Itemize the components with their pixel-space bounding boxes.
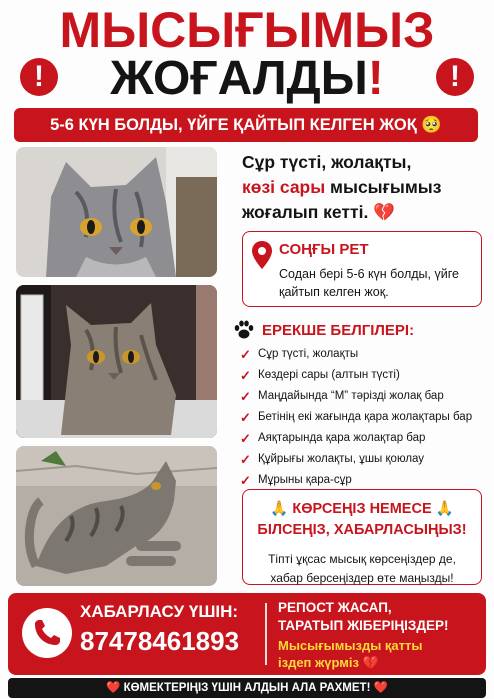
days-missing-banner bbox=[14, 108, 478, 142]
check-icon: ✓ bbox=[240, 410, 251, 425]
heart-icon: ❤️ bbox=[373, 682, 388, 694]
banner-text: 5-6 КҮН БОЛДЫ, ҮЙГЕ ҚАЙТЫП КЕЛГЕН ЖОҚ bbox=[50, 116, 417, 134]
heart-icon: ❤️ bbox=[106, 682, 121, 694]
check-icon: ✓ bbox=[240, 389, 251, 404]
features-list bbox=[238, 344, 488, 491]
footer-divider bbox=[265, 603, 267, 665]
contact-phone-number[interactable]: 87478461893 bbox=[80, 626, 240, 656]
contact-footer bbox=[8, 593, 486, 675]
poster-title-line2 bbox=[0, 54, 494, 104]
feature-text: Аяқтарында қара жолақтар бар bbox=[258, 432, 426, 444]
appeal-card bbox=[242, 489, 482, 585]
appeal-heading bbox=[243, 499, 481, 541]
check-icon: ✓ bbox=[240, 431, 251, 446]
broken-heart-icon: 💔 bbox=[373, 202, 395, 222]
cat-photo-2 bbox=[16, 285, 217, 438]
thanks-text: КӨМЕКТЕРІҢІЗ ҮШІН АЛДЫН АЛА РАХМЕТ! bbox=[123, 682, 371, 694]
thanks-bar bbox=[8, 678, 486, 698]
feature-text: Бетінің екі жағында қара жолақтары бар bbox=[258, 411, 473, 423]
check-icon: ✓ bbox=[240, 368, 251, 383]
title-exclamation: ! bbox=[367, 52, 384, 105]
contact-label: ХАБАРЛАСУ ҮШІН: bbox=[80, 602, 239, 621]
feature-item bbox=[238, 428, 488, 449]
repost-line1: РЕПОСТ ЖАСАП, bbox=[278, 600, 392, 615]
last-seen-text: Содан бері 5-6 күн болды, үйге қайтып келген жоқ. bbox=[279, 267, 459, 299]
cat-description bbox=[242, 150, 482, 225]
last-seen-card bbox=[242, 231, 482, 307]
search-line1: Мысығымызды қатты bbox=[278, 638, 423, 653]
check-icon: ✓ bbox=[240, 347, 251, 362]
search-line2 bbox=[278, 654, 482, 671]
repost-line2: ТАРАТЫП ЖІБЕРІҢІЗДЕР! bbox=[278, 618, 449, 633]
appeal-text bbox=[243, 550, 481, 588]
last-seen-heading: СОҢҒЫ РЕТ bbox=[279, 241, 369, 258]
description-line3-text: жоғалып кетті. bbox=[242, 202, 369, 222]
cat-face-image bbox=[16, 147, 217, 277]
feature-text: Маңдайында “М” тәрізді жолақ бар bbox=[258, 390, 444, 402]
phone-glyph bbox=[22, 608, 72, 658]
cat-window-image bbox=[16, 285, 217, 438]
phone-icon bbox=[22, 608, 72, 658]
appeal-text-line1: Тіпті ұқсас мысық көрсеңіздер де, bbox=[268, 552, 456, 566]
broken-heart-icon: 💔 bbox=[362, 655, 379, 670]
appeal-heading-line2: БІЛСЕҢІЗ, ХАБАРЛАСЫҢЫЗ! bbox=[257, 522, 467, 538]
search-line2-text: іздеп жүрміз bbox=[278, 655, 359, 670]
feature-item bbox=[238, 365, 488, 386]
description-line3 bbox=[242, 200, 482, 225]
feature-text: Мұрыны қара-сұр bbox=[258, 474, 352, 486]
feature-text: Көздері сары (алтын түсті) bbox=[258, 369, 400, 381]
check-icon: ✓ bbox=[240, 473, 251, 488]
cat-photo-1 bbox=[16, 147, 217, 277]
warning-icon: ! bbox=[436, 58, 474, 96]
searching-message bbox=[278, 637, 482, 671]
feature-item bbox=[238, 407, 488, 428]
feature-item bbox=[238, 470, 488, 491]
feature-text: Құйрығы жолақты, ұшы қоюлау bbox=[258, 453, 425, 465]
description-highlight: көзі сары bbox=[242, 177, 326, 197]
pleading-face-icon: 🥺 bbox=[421, 116, 442, 134]
features-heading: ЕРЕКШЕ БЕЛГІЛЕРІ: bbox=[262, 322, 415, 339]
description-line1: Сұр түсті, жолақты, bbox=[242, 152, 412, 172]
check-icon: ✓ bbox=[240, 452, 251, 467]
cat-lying-image bbox=[16, 446, 217, 586]
description-line2 bbox=[242, 175, 482, 200]
feature-item bbox=[238, 344, 488, 365]
cat-photo-3 bbox=[16, 446, 217, 586]
feature-text: Сұр түсті, жолақты bbox=[258, 348, 359, 360]
warning-icon: ! bbox=[20, 58, 58, 96]
paw-icon bbox=[233, 319, 255, 341]
feature-item bbox=[238, 386, 488, 407]
location-pin-icon bbox=[251, 240, 273, 270]
appeal-text-line2: хабар берсеңіздер өте маңызды! bbox=[270, 571, 454, 585]
feature-item bbox=[238, 449, 488, 470]
poster-title-line1: МЫСЫҒЫМЫЗ bbox=[59, 2, 435, 58]
appeal-heading-line1: 🙏 КӨРСЕҢІЗ НЕМЕСЕ 🙏 bbox=[270, 501, 454, 517]
description-line2-rest: мысығымыз bbox=[325, 177, 442, 197]
title-word: ЖОҒАЛДЫ bbox=[110, 52, 368, 105]
repost-call bbox=[278, 599, 482, 635]
